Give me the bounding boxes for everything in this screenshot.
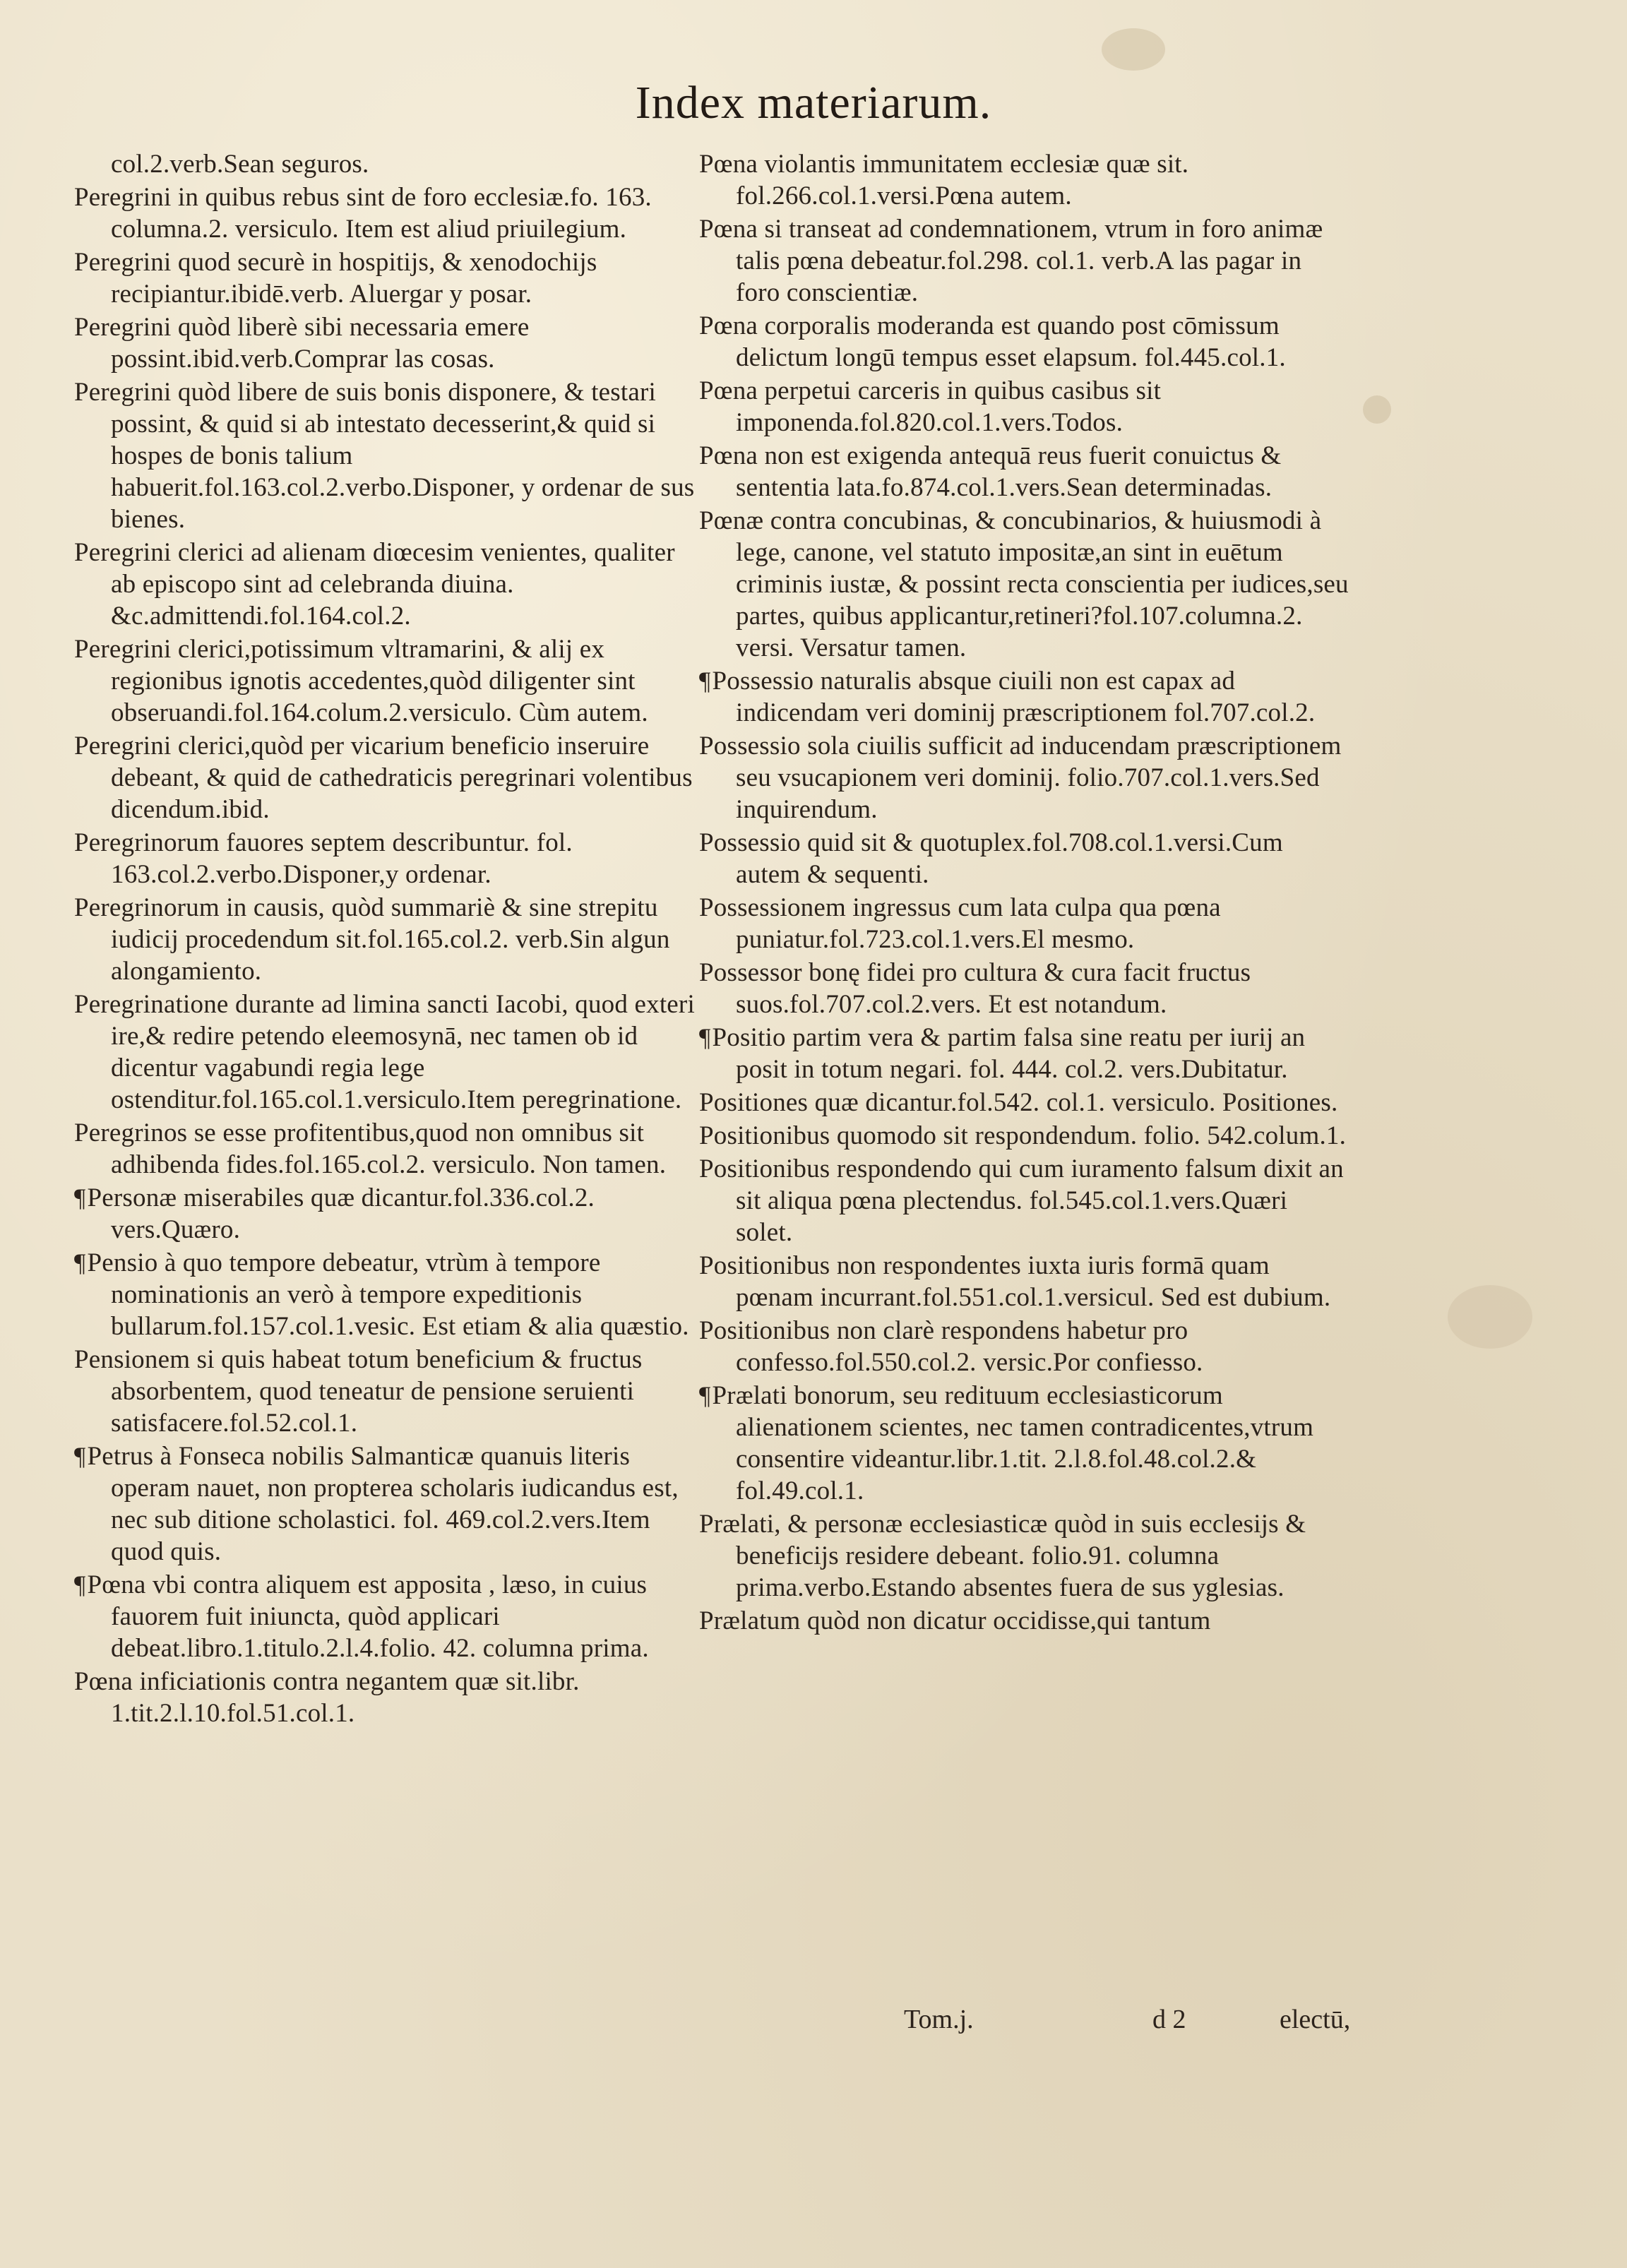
- index-entry-text: Pœnæ contra concubinas, & concubinarios, & huiusmodi à lege, canone, vel statuto impositæ,an sint in euētum criminis iustæ, & possint recta conscientia per iudices,seu partes, quibus applicantur,retineri?fol.107.columna.2. versi. Versatur tamen.: [699, 506, 1349, 662]
- index-entry: [74, 1344, 696, 1439]
- index-entry: [699, 730, 1349, 825]
- index-entry-text: Petrus à Fonseca nobilis Salmanticæ quanuis literis operam nauet, non propterea scholaris iudicandus est, nec sub ditione scholastici. fol. 469.col.2.vers.Item quod quis.: [87, 1442, 679, 1566]
- paragraph-mark: ¶: [699, 1381, 711, 1409]
- index-entry: [699, 1605, 1349, 1637]
- index-entry: [74, 827, 696, 890]
- index-entry: [699, 148, 1349, 212]
- index-entry-text: Peregrini quòd liberè sibi necessaria emere possint.ibid.verb.Comprar las cosas.: [74, 313, 530, 374]
- index-entry-text: Positionibus non clarè respondens habetur pro confesso.fol.550.col.2. versic.Por confiesso.: [699, 1316, 1203, 1377]
- index-entry: [74, 246, 696, 310]
- index-entry: [74, 1182, 696, 1246]
- index-entry-text: Possessio naturalis absque ciuili non est capax ad indicendam veri dominij præscriptionem fol.707.col.2.: [712, 667, 1316, 727]
- index-entry: [74, 181, 696, 245]
- paragraph-mark: ¶: [74, 1183, 86, 1212]
- index-entry: [74, 1117, 696, 1181]
- index-entry: [699, 310, 1349, 374]
- index-entry: [699, 213, 1349, 309]
- index-entry-text: Peregrini quod securè in hospitijs, & xenodochijs recipiantur.ibidē.verb. Aluergar y posar.: [74, 248, 597, 309]
- index-entry: [74, 1569, 696, 1664]
- paragraph-mark: ¶: [699, 667, 711, 695]
- paragraph-mark: ¶: [74, 1248, 86, 1277]
- index-entry: [74, 376, 696, 535]
- index-entry-text: Pœna si transeat ad condemnationem, vtrum in foro animæ talis pœna debeatur.fol.298. col.1. verb.A las pagar in foro conscientiæ.: [699, 215, 1323, 307]
- paragraph-mark: ¶: [74, 1442, 86, 1470]
- catchword: electū,: [1280, 2005, 1351, 2034]
- index-entry: [699, 1315, 1349, 1378]
- index-entry-text: Positiones quæ dicantur.fol.542. col.1. versiculo. Positiones.: [699, 1088, 1338, 1117]
- paragraph-mark: ¶: [699, 1023, 711, 1051]
- index-entry: [74, 311, 696, 375]
- index-entry-text: Prælatum quòd non dicatur occidisse,qui tantum: [699, 1606, 1211, 1635]
- index-entry: [74, 892, 696, 987]
- index-entry: [699, 1022, 1349, 1085]
- index-entry-text: Pœna non est exigenda antequā reus fuerit conuictus & sententia lata.fo.874.col.1.vers.Sean determinadas.: [699, 441, 1282, 502]
- index-entry-text: Positionibus respondendo qui cum iuramento falsum dixit an sit aliqua pœna plectendus. fol.545.col.1.vers.Quæri solet.: [699, 1154, 1344, 1247]
- index-entry: [699, 827, 1349, 890]
- index-entry-text: Pœna perpetui carceris in quibus casibus sit imponenda.fol.820.col.1.vers.Todos.: [699, 376, 1162, 437]
- index-entry-text: Possessionem ingressus cum lata culpa qua pœna puniatur.fol.723.col.1.vers.El mesmo.: [699, 893, 1221, 954]
- index-entry: [74, 1440, 696, 1568]
- signature-mark: d 2: [1152, 2005, 1186, 2034]
- index-entry: [699, 1380, 1349, 1507]
- paragraph-mark: ¶: [74, 1570, 86, 1599]
- page-footer: [904, 2004, 1356, 2039]
- index-entry-text: Pœna inficiationis contra negantem quæ sit.libr. 1.tit.2.l.10.fol.51.col.1.: [74, 1667, 580, 1728]
- index-entry-text: Peregrini quòd libere de suis bonis disponere, & testari possint, & quid si ab intestato decesserint,& quid si hospes de bonis talium habuerit.fol.163.col.2.verbo.Disponer, y ordenar de sus bienes.: [74, 378, 695, 534]
- page-heading: Index materiarum.: [635, 77, 992, 129]
- paper-stain: [1448, 1285, 1532, 1349]
- index-entry-text: Pœna vbi contra aliquem est apposita , læso, in cuius fauorem fuit iniuncta, quòd applicari debeat.libro.1.titulo.2.l.4.folio. 42. columna prima.: [87, 1570, 649, 1663]
- index-entry-text: Positio partim vera & partim falsa sine reatu per iurij an posit in totum negari. fol. 444. col.2. vers.Dubitatur.: [712, 1023, 1306, 1084]
- index-entry: [699, 1508, 1349, 1604]
- index-entry-text: Peregrini in quibus rebus sint de foro ecclesiæ.fo. 163. columna.2. versiculo. Item est aliud priuilegium.: [74, 183, 652, 244]
- index-entry: [699, 665, 1349, 729]
- index-entry-text: Peregrinorum fauores septem describuntur. fol. 163.col.2.verbo.Disponer,y ordenar.: [74, 828, 573, 889]
- paper-stain: [1102, 28, 1165, 71]
- index-entry-text: Peregrini clerici,quòd per vicarium beneficio inseruire debeant, & quid de cathedraticis peregrinari volentibus dicendum.ibid.: [74, 732, 693, 824]
- index-entry-text: Prælati bonorum, seu redituum ecclesiasticorum alienationem scientes, nec tamen contradicentes,vtrum consentire videantur.libr.1.tit. 2.l.8.fol.48.col.2.& fol.49.col.1.: [712, 1381, 1314, 1505]
- index-entry-text: Peregrini clerici,potissimum vltramarini, & alij ex regionibus ignotis accedentes,quòd diligenter sint obseruandi.fol.164.colum.2.versiculo. Cùm autem.: [74, 635, 648, 727]
- index-entry-text: Possessor bonę fidei pro cultura & cura facit fructus suos.fol.707.col.2.vers. Et est notandum.: [699, 958, 1251, 1019]
- index-entry-text: Peregrinatione durante ad limina sancti Iacobi, quod exteri ire,& redire petendo eleemosynā, nec tamen ob id dicentur vagabundi regia lege ostenditur.fol.165.col.1.versiculo.Item peregrinatione.: [74, 990, 695, 1114]
- index-entry-text: Peregrini clerici ad alienam diœcesim venientes, qualiter ab episcopo sint ad celebranda diuina. &c.admittendi.fol.164.col.2.: [74, 538, 675, 631]
- index-entry: [699, 440, 1349, 503]
- index-entry: [699, 1087, 1349, 1118]
- volume-label: Tom.j.: [904, 2005, 974, 2034]
- index-entry: [74, 730, 696, 825]
- index-entry: [74, 148, 696, 180]
- index-entry-text: Pœna violantis immunitatem ecclesiæ quæ sit. fol.266.col.1.versi.Pœna autem.: [699, 150, 1189, 210]
- index-entry: [699, 505, 1349, 664]
- index-entry-text: col.2.verb.Sean seguros.: [111, 150, 369, 179]
- index-entry: [699, 957, 1349, 1020]
- index-entry: [74, 633, 696, 729]
- index-entry-text: Personæ miserabiles quæ dicantur.fol.336.col.2. vers.Quæro.: [87, 1183, 595, 1244]
- index-entry: [699, 892, 1349, 955]
- index-entry: [74, 989, 696, 1116]
- index-entry: [74, 1247, 696, 1342]
- index-entry-text: Peregrinorum in causis, quòd summariè & sine strepitu iudicij procedendum sit.fol.165.col.2. verb.Sin algun alongamiento.: [74, 893, 670, 986]
- index-entry-text: Peregrinos se esse profitentibus,quod non omnibus sit adhibenda fides.fol.165.col.2. versiculo. Non tamen.: [74, 1118, 667, 1179]
- index-entry-text: Possessio quid sit & quotuplex.fol.708.col.1.versi.Cum autem & sequenti.: [699, 828, 1283, 889]
- index-entry-text: Possessio sola ciuilis sufficit ad inducendam præscriptionem seu vsucapionem veri dominij. folio.707.col.1.vers.Sed inquirendum.: [699, 732, 1342, 824]
- index-entry: [699, 1153, 1349, 1248]
- index-entry-text: Positionibus non respondentes iuxta iuris formā quam pœnam incurrant.fol.551.col.1.versicul. Sed est dubium.: [699, 1251, 1331, 1312]
- index-entry-text: Prælati, & personæ ecclesiasticæ quòd in suis ecclesijs & beneficijs residere debeant. folio.91. columna prima.verbo.Estando absentes fuera de sus yglesias.: [699, 1510, 1306, 1602]
- index-entry-text: Positionibus quomodo sit respondendum. folio. 542.colum.1.: [699, 1121, 1347, 1150]
- index-entry: [699, 375, 1349, 438]
- index-entry: [74, 537, 696, 632]
- index-entry: [699, 1250, 1349, 1313]
- left-index-column: [74, 148, 696, 1731]
- paper-stain: [1363, 395, 1391, 424]
- index-entry-text: Pœna corporalis moderanda est quando post cōmissum delictum longū tempus esset elapsum. fol.445.col.1.: [699, 311, 1286, 372]
- index-entry-text: Pensionem si quis habeat totum beneficium & fructus absorbentem, quod teneatur de pensione seruienti satisfacere.fol.52.col.1.: [74, 1345, 643, 1438]
- index-entry: [74, 1666, 696, 1729]
- right-index-column: [699, 148, 1349, 1638]
- index-entry-text: Pensio à quo tempore debeatur, vtrùm à tempore nominationis an verò à tempore expeditionis bullarum.fol.157.col.1.vesic. Est etiam & alia quæstio.: [87, 1248, 689, 1341]
- index-entry: [699, 1120, 1349, 1152]
